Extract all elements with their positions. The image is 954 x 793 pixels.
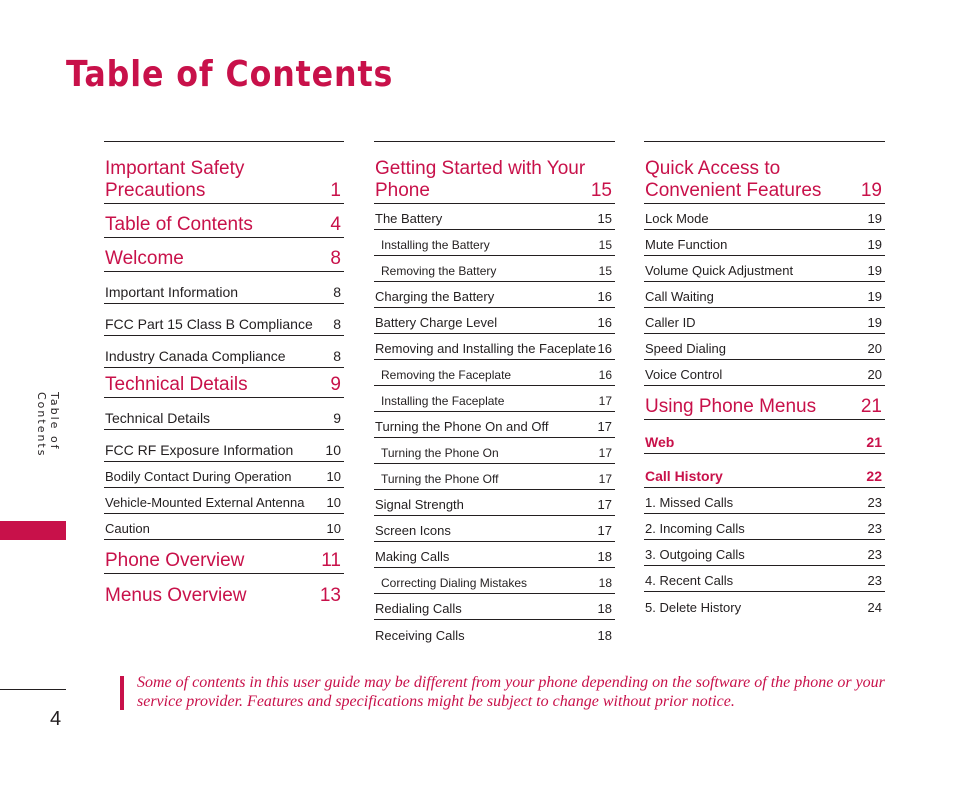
toc-section[interactable] — [644, 386, 885, 420]
toc-entry[interactable] — [374, 334, 615, 360]
toc-entry-title: Technical Details — [105, 410, 211, 426]
toc-entry-title: The Battery — [375, 211, 443, 226]
toc-entry-title: Signal Strength — [375, 497, 464, 512]
toc-entry-title: Vehicle-Mounted External Antenna — [105, 495, 305, 510]
toc-entry[interactable] — [104, 514, 344, 540]
toc-entry[interactable] — [104, 336, 344, 368]
toc-page-number: 16 — [598, 368, 612, 382]
toc-page-number: 17 — [598, 472, 612, 486]
toc-page-number: 9 — [330, 374, 341, 395]
toc-page-number: 19 — [867, 263, 882, 278]
toc-entry[interactable] — [644, 256, 885, 282]
toc-entry[interactable] — [644, 334, 885, 360]
toc-section[interactable] — [104, 574, 344, 608]
toc-entry-title: Welcome — [105, 248, 184, 269]
toc-entry[interactable] — [644, 308, 885, 334]
toc-page-number: 16 — [597, 289, 612, 304]
toc-entry[interactable] — [374, 568, 615, 594]
toc-page-number: 18 — [597, 549, 612, 564]
toc-entry[interactable] — [644, 566, 885, 592]
toc-entry[interactable] — [374, 438, 615, 464]
toc-entry[interactable] — [374, 412, 615, 438]
toc-entry[interactable] — [374, 516, 615, 542]
toc-entry-title: 1. Missed Calls — [645, 495, 734, 510]
toc-page-number: 21 — [860, 396, 882, 417]
toc-page-number: 15 — [597, 211, 612, 226]
toc-entry-title: Receiving Calls — [375, 628, 465, 643]
toc-entry[interactable] — [104, 430, 344, 462]
toc-page-number: 8 — [333, 348, 341, 364]
toc-entry-title: Turning the Phone Off — [381, 472, 499, 486]
toc-section[interactable] — [104, 142, 344, 204]
toc-entry-title: Important Safety Precautions — [105, 158, 245, 201]
toc-entry-title: FCC RF Exposure Information — [105, 442, 294, 458]
toc-entry-title: Screen Icons — [375, 523, 451, 538]
toc-page-number: 8 — [333, 316, 341, 332]
toc-page-number: 19 — [867, 315, 882, 330]
toc-page-number: 20 — [867, 367, 882, 382]
toc-column-3 — [644, 141, 885, 618]
toc-entry-title: Volume Quick Adjustment — [645, 263, 794, 278]
toc-entry[interactable] — [374, 386, 615, 412]
toc-page-number: 17 — [597, 523, 612, 538]
toc-entry-title: Call Waiting — [645, 289, 714, 304]
toc-page-number: 19 — [867, 289, 882, 304]
toc-entry[interactable] — [644, 282, 885, 308]
toc-entry[interactable] — [374, 542, 615, 568]
toc-page-number: 19 — [867, 211, 882, 226]
toc-section[interactable] — [104, 540, 344, 574]
page-title: Table of Contents — [66, 54, 394, 95]
toc-page-number: 23 — [867, 547, 882, 562]
toc-page-number: 24 — [867, 600, 882, 615]
toc-page-number: 15 — [590, 180, 612, 201]
disclaimer-notice: Some of contents in this user guide may be different from your phone depending on the software of the phone or your service provider. Features and specifications might be subject to change without prior notice. — [137, 674, 885, 710]
toc-entry[interactable] — [374, 490, 615, 516]
toc-entry-title: Installing the Faceplate — [381, 394, 505, 408]
toc-entry[interactable] — [374, 308, 615, 334]
toc-page-number: 10 — [326, 495, 341, 510]
toc-entry-title: Turning the Phone On — [381, 446, 499, 460]
toc-entry-title: Battery Charge Level — [375, 315, 498, 330]
toc-entry-title: Using Phone Menus — [645, 396, 817, 417]
toc-entry[interactable] — [644, 592, 885, 618]
toc-page-number: 23 — [867, 573, 882, 588]
toc-section[interactable] — [104, 238, 344, 272]
toc-page-number: 4 — [330, 214, 341, 235]
toc-page-number: 10 — [325, 442, 341, 458]
toc-entry-title: Redialing Calls — [375, 601, 462, 616]
toc-entry-title: Voice Control — [645, 367, 723, 382]
toc-page-number: 17 — [598, 446, 612, 460]
toc-entry-title: Phone Overview — [105, 550, 245, 571]
toc-entry[interactable] — [644, 540, 885, 566]
toc-entry[interactable] — [644, 204, 885, 230]
toc-entry-title: Turning the Phone On and Off — [375, 419, 549, 434]
toc-entry-title: Mute Function — [645, 237, 728, 252]
side-divider — [0, 689, 66, 690]
toc-entry[interactable] — [104, 462, 344, 488]
toc-entry-title: Call History — [645, 468, 723, 484]
toc-page-number: 19 — [860, 180, 882, 201]
toc-page-number: 13 — [319, 585, 341, 606]
toc-entry[interactable] — [374, 256, 615, 282]
toc-entry[interactable] — [374, 282, 615, 308]
toc-entry[interactable] — [374, 594, 615, 620]
toc-page-number: 17 — [597, 419, 612, 434]
toc-entry[interactable] — [104, 272, 344, 304]
page-number: 4 — [50, 708, 62, 730]
toc-entry-title: Correcting Dialing Mistakes — [381, 576, 528, 590]
toc-page-number: 17 — [597, 497, 612, 512]
toc-entry-title: 2. Incoming Calls — [645, 521, 745, 536]
toc-entry[interactable] — [374, 620, 615, 646]
toc-column-2 — [374, 141, 615, 646]
toc-entry[interactable] — [644, 420, 885, 454]
toc-section[interactable] — [644, 142, 885, 204]
toc-page-number: 8 — [333, 284, 341, 300]
toc-entry-title: Technical Details — [105, 374, 248, 395]
toc-section[interactable] — [374, 142, 615, 204]
toc-page-number: 9 — [333, 410, 341, 426]
toc-page-number: 17 — [598, 394, 612, 408]
toc-page-number: 18 — [597, 628, 612, 643]
toc-page-number: 19 — [867, 237, 882, 252]
toc-entry-title: Bodily Contact During Operation — [105, 469, 292, 484]
toc-page-number: 18 — [597, 601, 612, 616]
toc-entry[interactable] — [644, 360, 885, 386]
toc-page-number: 21 — [866, 434, 882, 450]
toc-page-number: 18 — [598, 576, 612, 590]
toc-page-number: 16 — [597, 315, 612, 330]
side-tab-label: Table of Contents — [35, 392, 61, 458]
toc-section[interactable] — [104, 204, 344, 238]
side-tab-marker — [0, 521, 66, 540]
toc-page-number: 22 — [866, 468, 882, 484]
toc-column-1 — [104, 141, 344, 608]
toc-page-number: 16 — [597, 341, 612, 356]
toc-page-number: 23 — [867, 521, 882, 536]
toc-entry-title: FCC Part 15 Class B Compliance — [105, 316, 313, 332]
toc-entry-title: Installing the Battery — [381, 238, 490, 252]
toc-entry[interactable] — [104, 304, 344, 336]
toc-entry-title: 3. Outgoing Calls — [645, 547, 745, 562]
toc-entry-title: Speed Dialing — [645, 341, 726, 356]
toc-entry-title: Removing the Faceplate — [381, 368, 512, 382]
toc-entry[interactable] — [374, 204, 615, 230]
toc-entry[interactable] — [644, 454, 885, 488]
toc-entry-title: Removing and Installing the Faceplate — [375, 341, 597, 356]
toc-entry-title: Making Calls — [375, 549, 450, 564]
toc-entry[interactable] — [104, 398, 344, 430]
toc-page-number: 10 — [326, 521, 341, 536]
toc-entry-title: Removing the Battery — [381, 264, 497, 278]
toc-entry-title: 4. Recent Calls — [645, 573, 734, 588]
toc-page-number: 15 — [598, 238, 612, 252]
toc-entry-title: Getting Started with Your Phone — [375, 158, 586, 201]
toc-entry-title: Quick Access to Convenient Features — [645, 158, 822, 201]
toc-entry-title: Table of Contents — [105, 214, 253, 235]
toc-page-number: 8 — [330, 248, 341, 269]
toc-entry[interactable] — [374, 464, 615, 490]
toc-page-number: 10 — [326, 469, 341, 484]
toc-entry[interactable] — [644, 230, 885, 256]
notice-accent-bar — [120, 676, 124, 710]
toc-entry-title: Menus Overview — [105, 585, 247, 606]
toc-page-number: 11 — [321, 550, 341, 571]
toc-section[interactable] — [104, 368, 344, 398]
toc-page-number: 20 — [867, 341, 882, 356]
toc-entry[interactable] — [374, 230, 615, 256]
toc-page-number: 15 — [598, 264, 612, 278]
toc-entry-title: Web — [645, 434, 675, 450]
toc-entry-title: Caution — [105, 521, 150, 536]
toc-page-number: 1 — [330, 180, 341, 201]
toc-entry-title: Caller ID — [645, 315, 696, 330]
toc-entry-title: 5. Delete History — [645, 600, 742, 615]
toc-entry-title: Industry Canada Compliance — [105, 348, 286, 364]
toc-entry-title: Important Information — [105, 284, 239, 300]
toc-entry[interactable] — [644, 514, 885, 540]
toc-entry[interactable] — [644, 488, 885, 514]
toc-entry-title: Charging the Battery — [375, 289, 495, 304]
toc-entry[interactable] — [104, 488, 344, 514]
toc-page-number: 23 — [867, 495, 882, 510]
toc-entry-title: Lock Mode — [645, 211, 709, 226]
toc-entry[interactable] — [374, 360, 615, 386]
